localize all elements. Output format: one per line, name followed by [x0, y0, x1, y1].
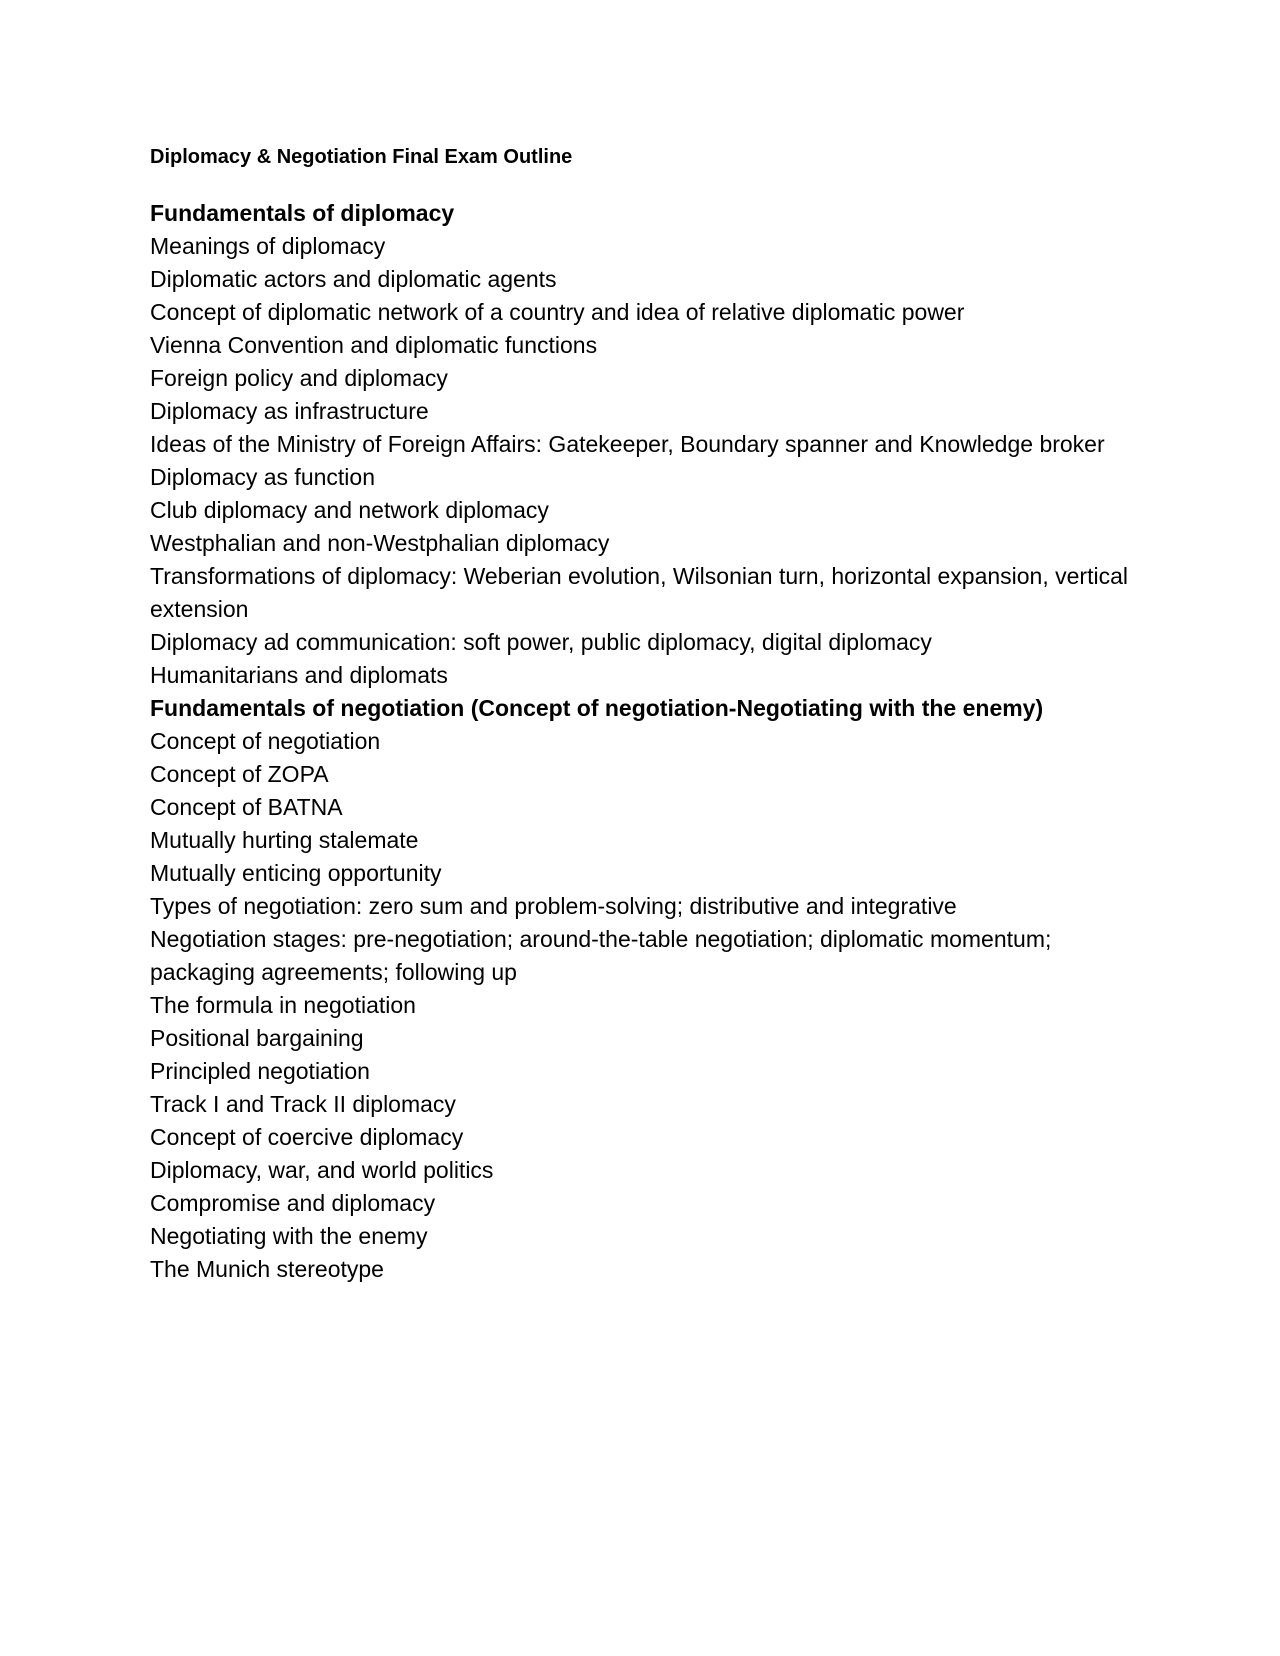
outline-item: Transformations of diplomacy: Weberian evolution, Wilsonian turn, horizontal expansion, vertical extension — [150, 563, 1128, 622]
outline-item: Diplomatic actors and diplomatic agents — [150, 266, 557, 292]
outline-item: Concept of ZOPA — [150, 761, 329, 787]
outline-item: Club diplomacy and network diplomacy — [150, 497, 549, 523]
outline-item: Types of negotiation: zero sum and problem-solving; distributive and integrative — [150, 893, 957, 919]
outline-item: Principled negotiation — [150, 1058, 370, 1084]
outline-item: Foreign policy and diplomacy — [150, 365, 448, 391]
outline-item: Meanings of diplomacy — [150, 233, 386, 259]
outline-item: Negotiating with the enemy — [150, 1223, 428, 1249]
outline-item: Positional bargaining — [150, 1025, 364, 1051]
outline-item: Mutually enticing opportunity — [150, 860, 442, 886]
outline-item: Diplomacy ad communication: soft power, public diplomacy, digital diplomacy — [150, 629, 932, 655]
section-heading: Fundamentals of diplomacy — [150, 200, 455, 226]
outline-item: The Munich stereotype — [150, 1256, 384, 1282]
section-fundamentals-of-diplomacy — [150, 197, 1150, 692]
outline-item: Diplomacy as infrastructure — [150, 398, 429, 424]
outline-item: Mutually hurting stalemate — [150, 827, 419, 853]
outline-item: Ideas of the Ministry of Foreign Affairs: Gatekeeper, Boundary spanner and Knowledge broker — [150, 431, 1105, 457]
outline-list — [150, 230, 1150, 692]
outline-item: Compromise and diplomacy — [150, 1190, 436, 1216]
outline-item: Westphalian and non-Westphalian diplomacy — [150, 530, 610, 556]
outline-item: Vienna Convention and diplomatic functions — [150, 332, 598, 358]
outline-item: Diplomacy, war, and world politics — [150, 1157, 494, 1183]
section-heading: Fundamentals of negotiation (Concept of negotiation-Negotiating with the enemy) — [150, 695, 1044, 721]
outline-item: The formula in negotiation — [150, 992, 416, 1018]
outline-item: Humanitarians and diplomats — [150, 662, 448, 688]
outline-item: Diplomacy as function — [150, 464, 375, 490]
outline-list — [150, 725, 1150, 1286]
outline-item: Concept of coercive diplomacy — [150, 1124, 464, 1150]
outline-item: Negotiation stages: pre-negotiation; around-the-table negotiation; diplomatic momentum; packaging agreements; following up — [150, 926, 1052, 985]
document-title: Diplomacy & Negotiation Final Exam Outline — [150, 146, 573, 168]
outline-item: Concept of diplomatic network of a country and idea of relative diplomatic power — [150, 299, 965, 325]
document-page — [150, 145, 1150, 1286]
outline-item: Concept of negotiation — [150, 728, 381, 754]
outline-item: Track I and Track II diplomacy — [150, 1091, 456, 1117]
outline-item: Concept of BATNA — [150, 794, 343, 820]
section-fundamentals-of-negotiation — [150, 692, 1150, 1286]
